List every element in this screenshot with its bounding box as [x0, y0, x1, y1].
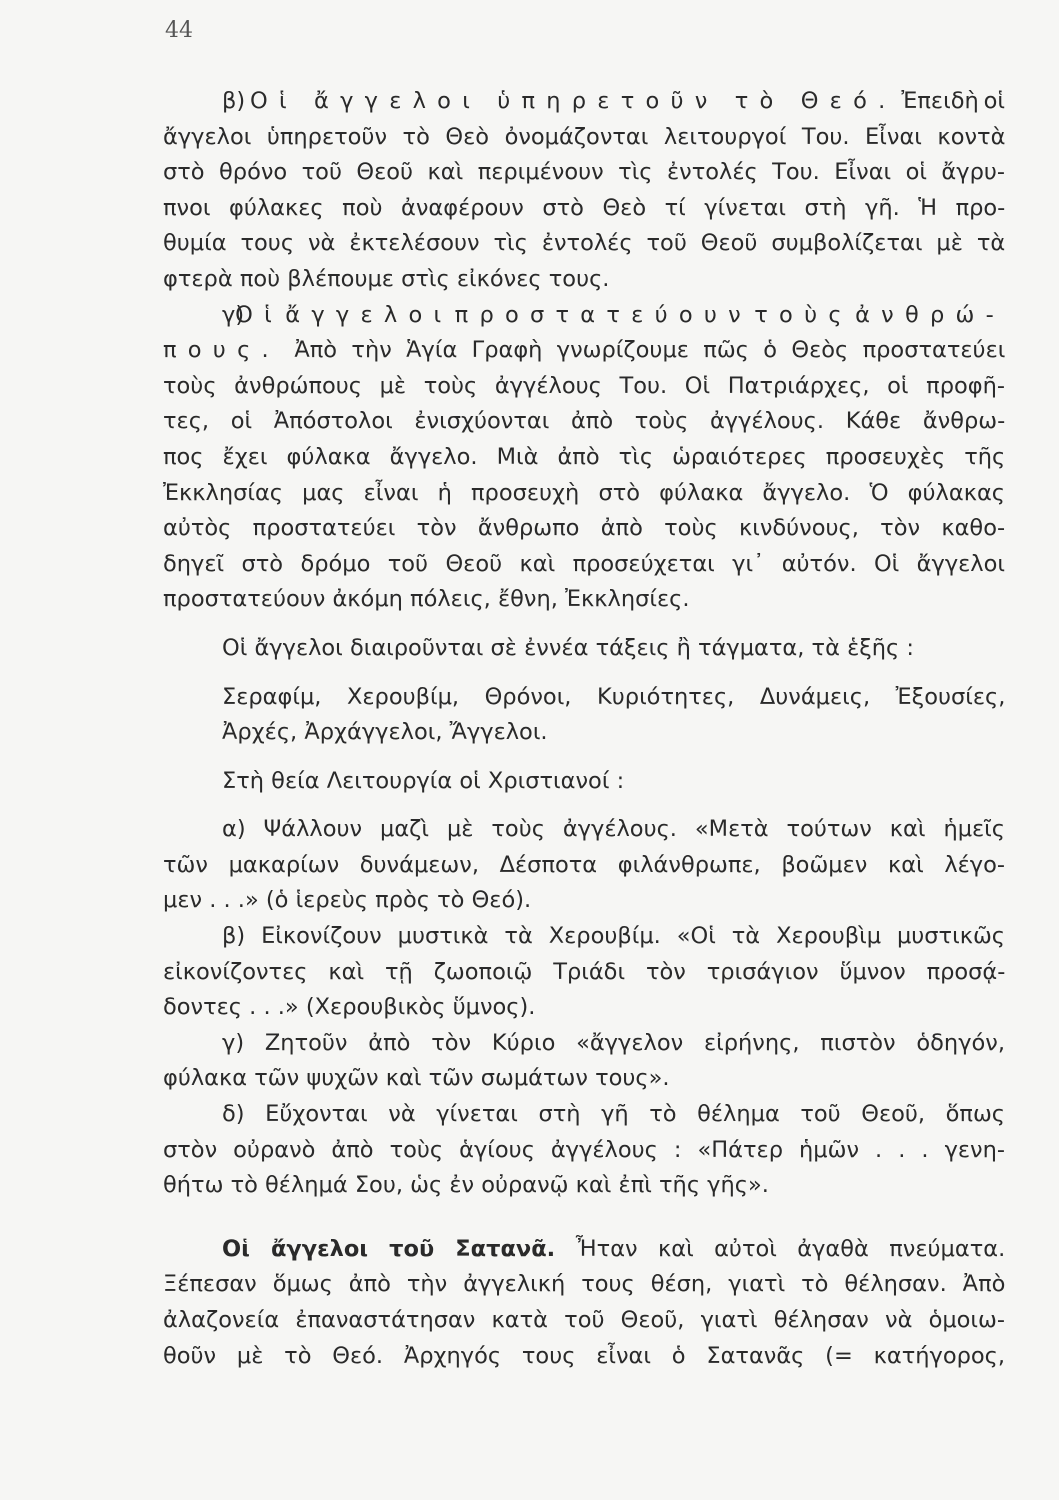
text-line: Ξέπεσαν ὅμως ἀπὸ τὴν ἀγγελική τους θέση, γιατὶ τὸ θέλησαν. Ἀπὸ: [163, 1271, 1006, 1298]
text-line: δηγεῖ στὸ δρόμο τοῦ Θεοῦ καὶ προσεύχεται γι᾿ αὐτόν. Οἱ ἄγγελοι: [163, 550, 1005, 577]
text-line: θυμία τους νὰ ἐκτελέσουν τὶς ἐντολές τοῦ Θεοῦ συμβολίζεται μὲ τὰ: [163, 230, 1006, 257]
text-line: φτερὰ ποὺ βλέπουμε στὶς εἰκόνες τους.: [163, 265, 610, 292]
text-line: δ) Εὔχονται νὰ γίνεται στὴ γῆ τὸ θέλημα τοῦ Θεοῦ, ὅπως: [222, 1101, 1005, 1128]
text-line: Οἱ ἄγγελοι διαιροῦνται σὲ ἐννέα τάξεις ἢ τάγματα, τὰ ἑξῆς :: [222, 634, 914, 661]
text-line: στὸ θρόνο τοῦ Θεοῦ καὶ περιμένουν τὶς ἐντολές Του. Εἶναι οἱ ἄγρυ-: [163, 159, 1005, 186]
text-line: πνοι φύλακες ποὺ ἀναφέρουν στὸ Θεὸ τί γίνεται στὴ γῆ. Ἡ προ-: [163, 194, 1006, 221]
page-number: 44: [165, 18, 193, 43]
text-line: πος ἔχει φύλακα ἄγγελο. Μιὰ ἀπὸ τὶς ὡραιότερες προσευχὲς τῆς: [163, 443, 1006, 470]
text-line: τες, οἱ Ἀπόστολοι ἐνισχύονται ἀπὸ τοὺς ἀγγέλους. Κάθε ἄνθρω-: [163, 408, 1006, 435]
spaced-heading: Οἱ ἄγγελοι ὑπηρετοῦν τὸ Θεό.: [250, 88, 897, 114]
text-line: εἰκονίζοντες καὶ τῇ ζωοποιῷ Τριάδι τὸν τρισάγιον ὕμνον προσᾴ-: [163, 958, 1006, 985]
text-line: μεν . . .» (ὁ ἱερεὺς πρὸς τὸ Θεό).: [163, 887, 532, 914]
spaced-heading: πους.: [163, 337, 280, 364]
text-line: Οἱ ἄγγελοι τοῦ Σατανᾶ. Ἦταν καὶ αὐτοὶ ἀγαθὰ πνεύματα.: [222, 1235, 1006, 1262]
text-line: στὸν οὐρανὸ ἀπὸ τοὺς ἁγίους ἀγγέλους : «Πάτερ ἡμῶν . . . γενη-: [163, 1136, 1005, 1163]
text-line: προστατεύουν ἀκόμη πόλεις, ἔθνη, Ἐκκλησίες.: [163, 586, 690, 613]
text-line: Ἀρχές, Ἀρχάγγελοι, Ἄγγελοι.: [222, 719, 548, 746]
text-line: Σεραφίμ, Χερουβίμ, Θρόνοι, Κυριότητες, Δυνάμεις, Ἐξουσίες,: [222, 683, 1006, 710]
text-line: γ) Οἱ ἄγγελοι προστατεύουν τοὺς ἀνθρώ-: [222, 301, 1006, 328]
text-line: β) Εἰκονίζουν μυστικὰ τὰ Χερουβίμ. «Οἱ τὰ Χερουβὶμ μυστικῶς: [222, 923, 1005, 950]
text-line: β) Οἱ ἄγγελοι ὑπηρετοῦν τὸ Θεό. Ἐπειδὴ οἱ: [222, 88, 1005, 114]
text-line: αὐτὸς προστατεύει τὸν ἄνθρωπο ἀπὸ τοὺς κινδύνους, τὸν καθο-: [163, 515, 1006, 542]
text-line: ἄγγελοι ὑπηρετοῦν τὸ Θεὸ ὀνομάζονται λειτουργοί Του. Εἶναι κοντὰ: [163, 123, 1006, 150]
text-line: φύλακα τῶν ψυχῶν καὶ τῶν σωμάτων τους».: [163, 1065, 670, 1092]
bold-heading: Οἱ ἄγγελοι τοῦ Σατανᾶ.: [222, 1235, 556, 1262]
text-line: γ) Ζητοῦν ἀπὸ τὸν Κύριο «ἄγγελον εἰρήνης, πιστὸν ὁδηγόν,: [222, 1029, 1005, 1056]
text-line: τοὺς ἀνθρώπους μὲ τοὺς ἀγγέλους Του. Οἱ Πατριάρχες, οἱ προφῆ-: [163, 372, 1005, 399]
page-body: [163, 84, 1005, 1374]
text-line: ἀλαζονεία ἐπαναστάτησαν κατὰ τοῦ Θεοῦ, γιατὶ θέλησαν νὰ ὁμοιω-: [163, 1307, 1005, 1333]
text-line: δοντες . . .» (Χερουβικὸς ὕμνος).: [163, 994, 536, 1021]
spaced-heading: Οἱ ἄγγελοι προστατεύουν τοὺς ἀνθρώ-: [235, 301, 1006, 328]
text-line: θοῦν μὲ τὸ Θεό. Ἀρχηγός τους εἶναι ὁ Σατανᾶς (= κατήγορος,: [163, 1342, 1005, 1369]
text-line: πους. Ἀπὸ τὴν Ἁγία Γραφὴ γνωρίζουμε πῶς ὁ Θεὸς προστατεύει: [163, 337, 1006, 364]
text-line: θήτω τὸ θέλημά Σου, ὡς ἐν οὐρανῷ καὶ ἐπὶ τῆς γῆς».: [163, 1172, 769, 1199]
text-line: α) Ψάλλουν μαζὶ μὲ τοὺς ἀγγέλους. «Μετὰ τούτων καὶ ἡμεῖς: [222, 816, 1005, 843]
text-line: Στὴ θεία Λειτουργία οἱ Χριστιανοί :: [222, 767, 625, 794]
text-line: τῶν μακαρίων δυνάμεων, Δέσποτα φιλάνθρωπε, βοῶμεν καὶ λέγο-: [163, 851, 1005, 878]
text-line: Ἐκκλησίας μας εἶναι ἡ προσευχὴ στὸ φύλακα ἄγγελο. Ὁ φύλακας: [163, 479, 1005, 506]
